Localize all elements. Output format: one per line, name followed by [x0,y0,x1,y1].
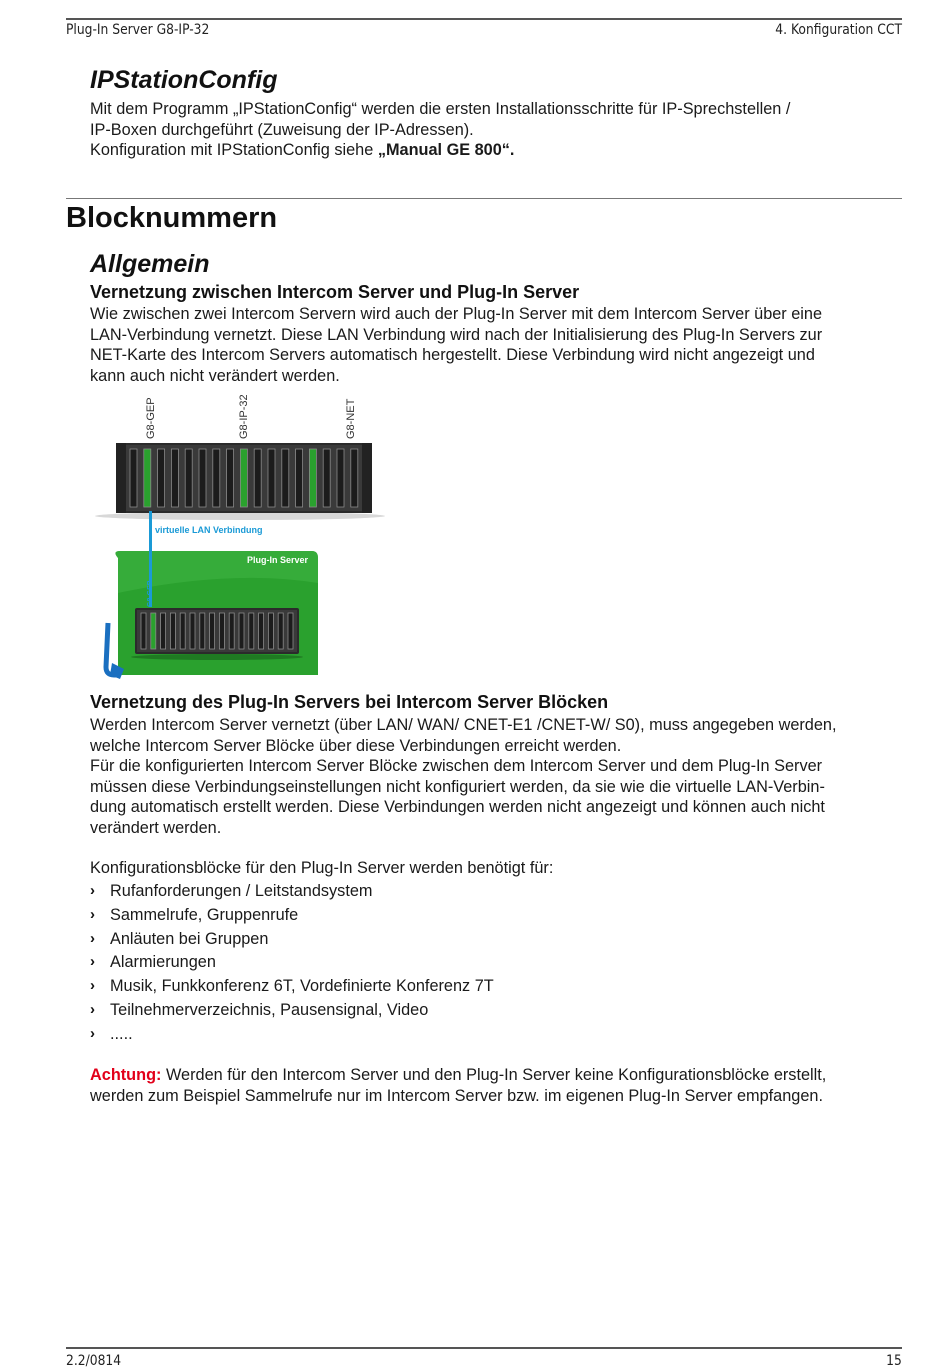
list-item: › Rufanforderungen / Leitstandsystem [90,882,373,900]
rack-slot [170,613,175,649]
manual-reference: „Manual GE 800“. [377,141,515,159]
achtung-line-2: werden zum Beispiel Sammelrufe nur im Intercom Server bzw. im eigenen Plug-In Server empfangen. [90,1086,823,1105]
rack-slot [161,613,166,649]
rack-slot [323,449,330,507]
ipstationconfig-line-2: IP-Boxen durchgeführt (Zuweisung der IP-Adressen). [90,120,474,139]
chevron-right-icon: › [90,1024,95,1042]
rack-slot [296,449,303,507]
list-item: › Anläuten bei Gruppen [90,929,269,948]
rack-slot [213,449,220,507]
rack-slot [151,613,156,649]
rack-slot [200,613,205,649]
plugin-server-label: Plug-In Server [247,555,309,565]
ipstationconfig-ref-prefix: Konfiguration mit IPStationConfig siehe [90,141,378,159]
chevron-right-icon: › [90,953,95,971]
rack-slot [180,613,185,649]
list-item: › Sammelrufe, Gruppenrufe [90,905,299,924]
ipstationconfig-heading: IPStationConfig [90,66,278,94]
lan-connection-label: virtuelle LAN Verbindung [155,525,263,535]
ipstationconfig-line-1: Mit dem Programm „IPStationConfig“ werden die ersten Installationsschritte für IP-Sprechstellen / [90,100,791,118]
chevron-right-icon: › [90,977,95,995]
label-g8-gep-small: G8-GEP [147,580,154,607]
label-g8-gep: G8-GEP [145,397,157,439]
vernetzung-intercom-plugin-heading: Vernetzung zwischen Intercom Server und Plug-In Server [90,282,580,302]
rack-slot [249,613,254,649]
rack-slot [337,449,344,507]
rack-slot [239,613,244,649]
list-item: › Teilnehmerverzeichnis, Pausensignal, Video [90,1000,429,1019]
section-separator [66,198,902,199]
header-chapter: 4. Konfiguration CCT [775,22,902,38]
chevron-right-icon: › [90,882,95,899]
rack-slot [268,613,273,649]
achtung-label: Achtung: [90,1066,162,1084]
vernetzung1-line-4: kann auch nicht verändert werden. [90,366,340,385]
rack-slot [130,449,137,507]
plugin-server-card [115,551,318,675]
vernetzung2-line-5: dung automatisch erstellt werden. Diese Verbindungen werden nicht angezeigt und können auch nicht [90,798,825,816]
rack-slot [268,449,275,507]
footer-rule [66,1347,902,1349]
rack-slot [309,449,316,507]
rack-slot [171,449,178,507]
allgemein-heading: Allgemein [90,250,210,278]
rack-slot [282,449,289,507]
vernetzung1-line-1: Wie zwischen zwei Intercom Servern wird auch der Plug-In Server mit dem Intercom Server über eine [90,305,823,323]
rack-slot [351,449,358,507]
network-diagram [90,393,390,685]
intercom-server-rack [116,443,372,513]
vernetzung1-line-3: NET-Karte des Intercom Servers automatisch hergestellt. Diese Verbindung wird nicht angezeigt und [90,346,815,364]
chevron-right-icon: › [90,929,95,947]
vernetzung2-line-4: müssen diese Verbindungseinstellungen nicht konfiguriert werden, da sie wie die virtuelle LAN-Verbin- [90,777,825,796]
rack-slot [288,613,293,649]
vernetzung-bloecke-heading: Vernetzung des Plug-In Servers bei Intercom Server Blöcken [90,692,609,712]
rack-slot [278,613,283,649]
rack-slot [158,449,165,507]
blocknummern-heading: Blocknummern [66,202,278,234]
rack-slot [210,613,215,649]
rack-slot [144,449,151,507]
rack-slot [254,449,261,507]
achtung-line-1: Achtung: Werden für den Intercom Server und den Plug-In Server keine Konfigurationsblöcke erstellt, [90,1066,827,1084]
label-g8-net: G8-NET [345,398,357,439]
vernetzung1-line-2: LAN-Verbindung vernetzt. Diese LAN Verbindung wird nach der Initialisierung des Plug-In Servers zur [90,325,823,344]
label-g8-ip32: G8-IP-32 [238,394,250,439]
rack-shadow [95,512,385,520]
rack-slot [229,613,234,649]
footer-version: 2.2/0814 [66,1353,122,1369]
rack-slot [240,449,247,507]
rack-slot [259,613,264,649]
konfig-bullet-list [90,880,494,1047]
rack-slot [227,449,234,507]
page-number: 15 [886,1353,902,1369]
rack-slot [141,613,146,649]
list-item: › Alarmierungen [90,953,216,972]
chevron-right-icon: › [90,905,95,923]
header-rule [66,18,902,20]
ipstationconfig-line-3 [90,140,902,160]
vernetzung2-line-3: Für die konfigurierten Intercom Server Blöcke zwischen dem Intercom Server und dem Plug-In Server [90,757,823,775]
vernetzung2-line-1: Werden Intercom Server vernetzt (über LAN/ WAN/ CNET-E1 /CNET-W/ S0), muss angegeben werden, [90,716,837,734]
rack-slot [185,449,192,507]
rack-slot [219,613,224,649]
rack-slot [199,449,206,507]
list-item: › Musik, Funkkonferenz 6T, Vordefinierte Konferenz 7T [90,977,494,996]
rack-slot [190,613,195,649]
header-product: Plug-In Server G8-IP-32 [66,22,210,38]
list-item: › ..... [90,1024,133,1043]
vernetzung2-line-6: verändert werden. [90,818,222,837]
vernetzung2-line-2: welche Intercom Server Blöcke über diese Verbindungen erreicht werden. [90,736,622,755]
konfig-intro: Konfigurationsblöcke für den Plug-In Server werden benötigt für: [90,859,554,877]
chevron-right-icon: › [90,1000,95,1018]
